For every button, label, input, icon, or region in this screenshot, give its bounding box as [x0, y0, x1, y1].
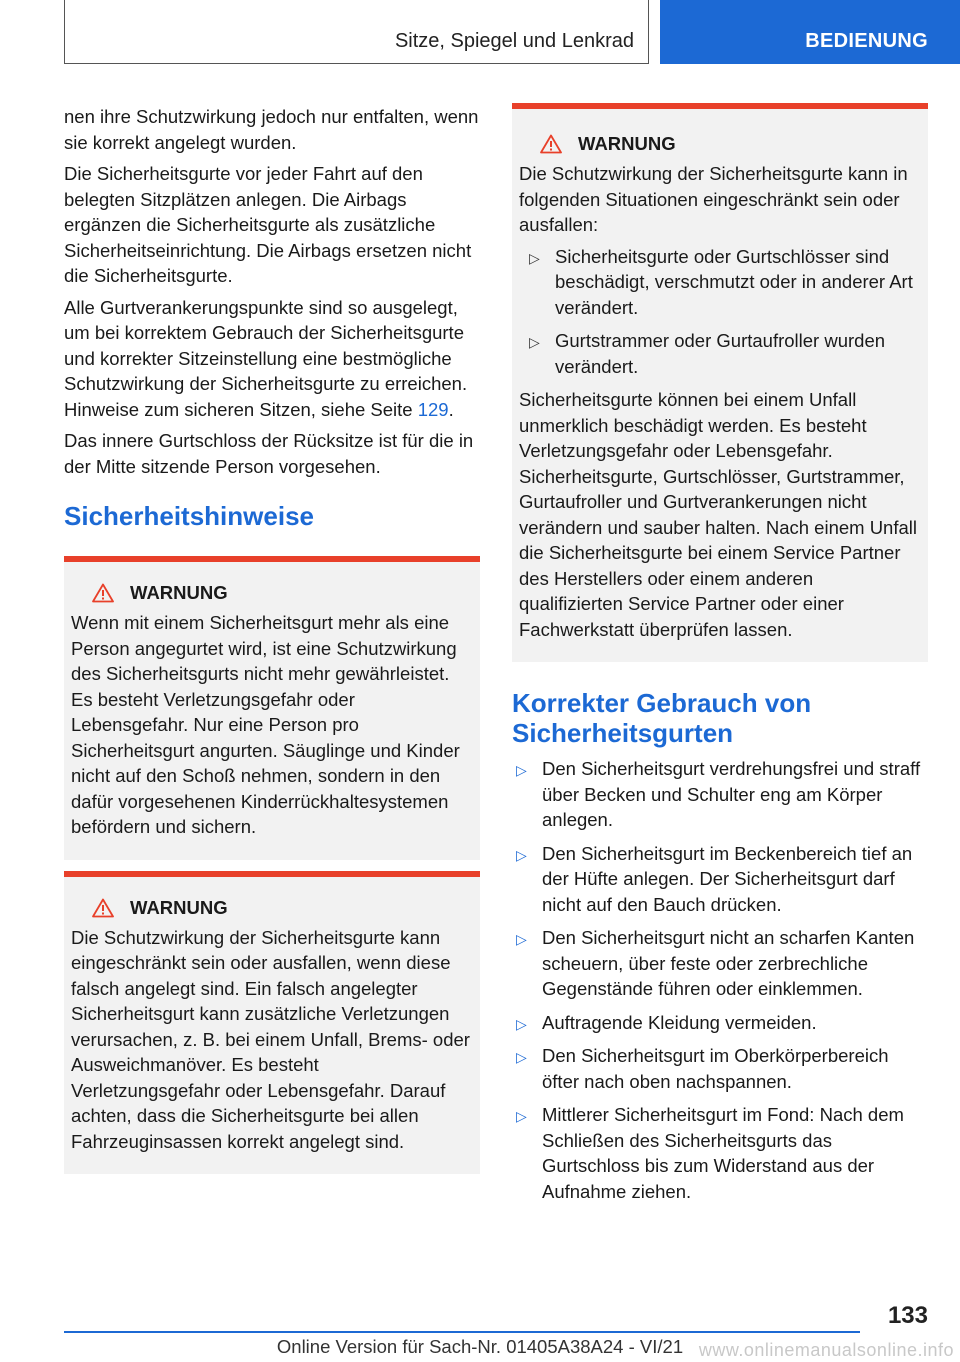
watermark: www.onlinemanualsonline.info — [698, 1340, 954, 1360]
chapter-title: BEDIENUNG — [805, 30, 928, 52]
section-heading: Korrekter Gebrauch von Sicherheitsgurten — [512, 688, 812, 748]
list-item-text: Den Sicherheitsgurt im Beckenbereich tief an der Hüfte anlegen. Der Sicherheitsgurt darf nicht auf den Bauch drücken. — [542, 842, 913, 915]
list-item-text: Gurtstrammer oder Gurtaufroller wurden verändert. — [555, 330, 886, 377]
triangle-right-icon: ▷ — [516, 762, 527, 778]
warning-header — [92, 582, 472, 604]
triangle-right-icon: ▷ — [529, 249, 540, 266]
triangle-right-icon: ▷ — [516, 1108, 527, 1124]
triangle-right-icon: ▷ — [516, 1049, 527, 1065]
header-section-box — [64, 0, 649, 64]
list-item-text: Auftragende Kleidung vermeiden. — [542, 1011, 817, 1033]
list-item — [512, 1102, 928, 1204]
page-number: 133 — [887, 1302, 928, 1329]
section-heading: Sicherheitshinweise — [64, 501, 314, 531]
warning-outro: Sicherheitsgurte können bei einem Unfall unmerklich beschädigt werden. Es besteht Verletzungsgefahr oder Lebensgefahr. Sicherheitsgurte, Gurtschlösser, Gurtstrammer, Gurtaufroller und Gurtverankerungen nicht verändern und sauber halten. Nach einem Unfall die Sicherheitsgurte bei einem Service Partner des Herstellers oder einem anderen qualifizierten Service Partner oder einer Fachwerkstatt überprüfen lassen. — [519, 389, 917, 640]
triangle-right-icon: ▷ — [529, 334, 540, 350]
warning-label: WARNUNG — [578, 133, 676, 154]
paragraph: Die Sicherheitsgurte vor jeder Fahrt auf den belegten Sitzplätzen anlegen. Die Airbags ergänzen die Sicherheitsgurte als zusätzliche Sicherheitseinrichtung. Die Airbags ersetzen nicht die Sicherheitsgurte. — [64, 163, 472, 286]
warning-intro: Die Schutzwirkung der Sicherheitsgurte kann in folgenden Situationen eingeschränkt sein oder ausfallen: — [519, 163, 908, 235]
instruction-list — [512, 756, 928, 1204]
paragraph: nen ihre Schutzwirkung jedoch nur entfalten, wenn sie korrekt angelegt wurden. — [64, 106, 479, 153]
online-version-note: Online Version für Sach-Nr. 01405A38A24 - VI/21 — [276, 1336, 684, 1357]
triangle-right-icon: ▷ — [516, 931, 527, 947]
triangle-right-icon: ▷ — [516, 846, 527, 863]
list-item-text: Mittlerer Sicherheitsgurt im Fond: Nach dem Schließen des Sicherheitsgurts das Gurtschloss bis zum Widerstand aus der Aufnahme ziehen. — [542, 1104, 904, 1202]
list-item — [512, 841, 928, 918]
list-item-text: Den Sicherheitsgurt im Oberkörperbereich öfter nach oben nachspannen. — [542, 1045, 889, 1092]
chapter-tab[interactable] — [660, 0, 960, 64]
list-item — [512, 925, 928, 1002]
right-column — [512, 103, 928, 1212]
footer-divider — [64, 1331, 860, 1333]
section-title: Sitze, Spiegel und Lenkrad — [394, 30, 634, 52]
warning-header — [92, 897, 472, 919]
list-item — [512, 1043, 928, 1094]
list-item-text: Sicherheitsgurte oder Gurtschlösser sind beschädigt, verschmutzt oder in anderer Art verändert. — [555, 245, 913, 318]
warning-text: Wenn mit einem Sicherheitsgurt mehr als eine Person angegurtet wird, ist eine Schutzwirkung des Sicherheitsgurts nicht mehr gewährleistet. Es besteht Verletzungsgefahr oder Lebensgefahr. Nur eine Person pro Sicherheitsgurt angurten. Säuglinge und Kinder nicht auf den Schoß nehmen, sondern in den dafür vorgesehenen Kinderrückhaltesystemen befördern und sichern. — [71, 612, 460, 837]
list-item — [525, 244, 920, 321]
paragraph-end: . — [448, 398, 454, 420]
paragraph: Das innere Gurtschloss der Rücksitze ist für die in der Mitte sitzende Person vorgesehen. — [64, 430, 474, 477]
warning-triangle-icon — [540, 134, 562, 154]
warning-box — [512, 103, 928, 662]
warning-box — [64, 871, 480, 1175]
paragraph — [64, 295, 480, 423]
warning-triangle-icon — [92, 583, 114, 603]
triangle-right-icon: ▷ — [516, 1015, 527, 1032]
list-item — [512, 756, 928, 833]
list-item — [525, 328, 920, 379]
warning-triangle-icon — [92, 898, 114, 918]
list-item — [512, 1010, 928, 1036]
warning-label: WARNUNG — [130, 582, 228, 603]
warning-list — [525, 244, 920, 380]
warning-header — [540, 133, 920, 155]
page-link[interactable]: 129 — [417, 398, 449, 420]
left-column — [64, 104, 480, 1174]
paragraph-text: Alle Gurtverankerungspunkte sind so ausgelegt, um bei korrektem Gebrauch der Sicherheitsgurte und korrekter Sitzeinstellung eine bestmögliche Schutzwirkung der Sicherheitsgurte zu erreichen. Hinweise zum sicheren Sitzen, siehe Seite — [64, 296, 468, 420]
warning-text: Die Schutzwirkung der Sicherheitsgurte kann eingeschränkt sein oder ausfallen, wenn diese falsch angelegt sind. Ein falsch angelegter Sicherheitsgurt kann zusätzliche Verletzungen verursachen, z. B. bei einem Unfall, Brems- oder Ausweichmanöver. Es besteht Verletzungsgefahr oder Lebensgefahr. Darauf achten, dass die Sicherheitsgurte bei allen Fahrzeuginsassen korrekt angelegt sind. — [71, 926, 470, 1152]
list-item-text: Den Sicherheitsgurt nicht an scharfen Kanten scheuern, über feste oder zerbrechliche Gegenstände führen oder einklemmen. — [542, 927, 915, 999]
warning-box — [64, 556, 480, 860]
list-item-text: Den Sicherheitsgurt verdrehungsfrei und straff über Becken und Schulter eng am Körper anlegen. — [542, 758, 921, 830]
warning-label: WARNUNG — [130, 896, 228, 918]
